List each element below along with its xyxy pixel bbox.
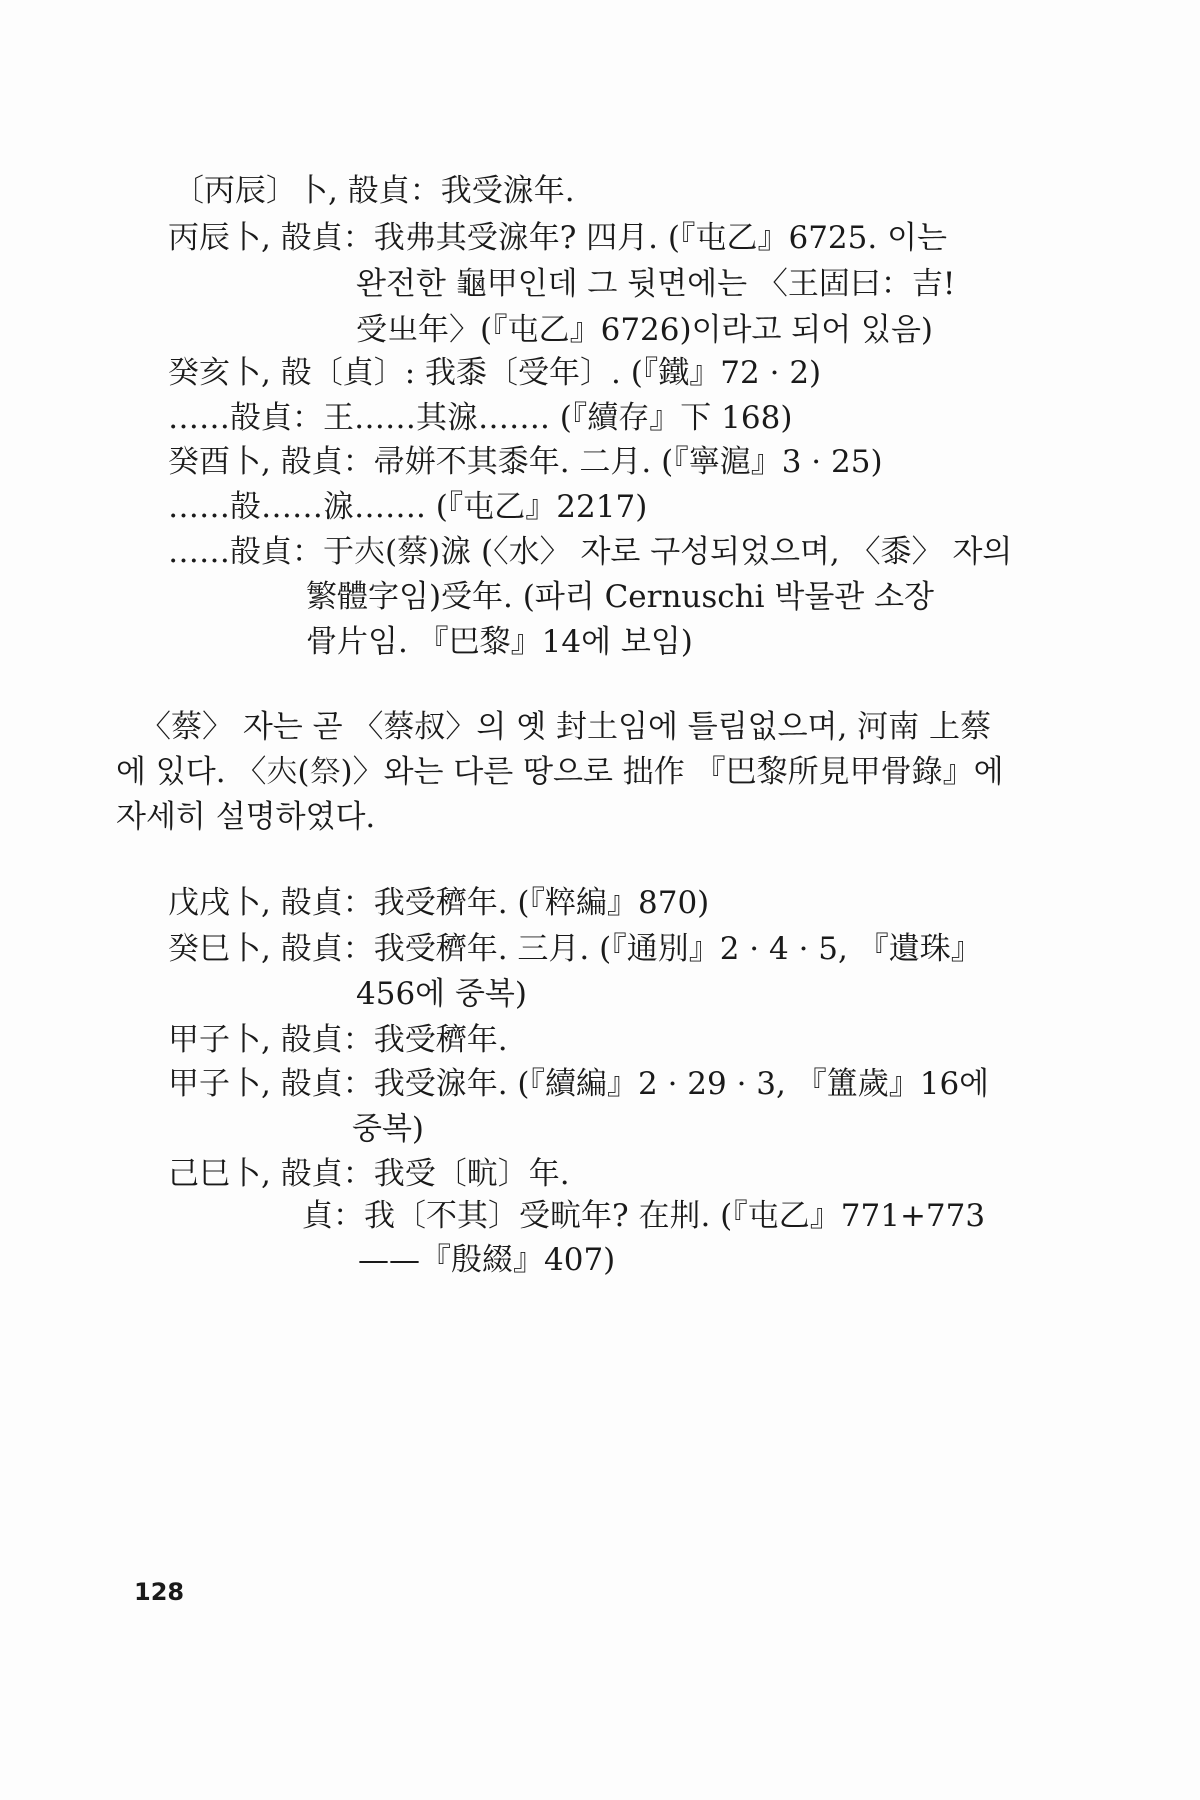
text-line: 癸酉卜, 㱿貞：帚姘不其黍年. 二月. (『寧滬』3 · 25) (168, 444, 883, 480)
text-line: 己巳卜, 㱿貞：我受〔㽘〕年. (168, 1156, 570, 1192)
paragraph-line: 에 있다. 〈𡗕(祭)〉와는 다른 땅으로 拙作 『巴黎所見甲骨錄』에 (116, 754, 1004, 790)
paragraph-line: 〈蔡〉 자는 곧 〈蔡叔〉의 옛 封土임에 틀림없으며, 河南 上蔡 (140, 709, 992, 745)
text-line: 완전한 龜甲인데 그 뒷면에는 〈王固曰：吉! (356, 266, 956, 302)
text-line: ……㱿貞：王……其㴃……. (『續存』下 168) (168, 400, 793, 436)
text-line: 甲子卜, 㱿貞：我受㴃年. (『續編』2 · 29 · 3, 『簠歲』16에 (168, 1066, 990, 1102)
text-line: 〔丙辰〕卜, 㱿貞：我受㴃年. (173, 173, 575, 209)
text-line: 丙辰卜, 㱿貞：我弗其受㴃年? 四月. (『屯乙』6725. 이는 (168, 220, 947, 256)
text-line: 骨片임. 『巴黎』14에 보임) (306, 624, 693, 660)
text-line: 癸亥卜, 㱿〔貞〕: 我黍〔受年〕. (『鐵』72 · 2) (168, 355, 822, 391)
text-line: 456에 중복) (356, 976, 527, 1012)
page-number: 128 (134, 1578, 185, 1606)
text-line: ……㱿貞：于𡗕(蔡)㴃 (〈水〉 자로 구성되었으며, 〈黍〉 자의 (168, 534, 1013, 570)
text-line: ——『殷綴』407) (358, 1242, 616, 1278)
text-line: 貞：我〔不其〕受㽘年? 在㓝. (『屯乙』771+773 (302, 1198, 986, 1234)
text-line: 甲子卜, 㱿貞：我受穧年. (168, 1022, 508, 1058)
text-line: ……㱿……㴃……. (『屯乙』2217) (168, 489, 648, 525)
paragraph-line: 자세히 설명하였다. (116, 799, 376, 835)
text-line: 癸巳卜, 㱿貞：我受穧年. 三月. (『通別』2 · 4 · 5, 『遺珠』 (168, 931, 982, 967)
text-line: 受㞢年〉(『屯乙』6726)이라고 되어 있음) (356, 312, 934, 348)
text-line: 繁體字임)受年. (파리 Cernuschi 박물관 소장 (306, 579, 934, 615)
text-line: 戊戌卜, 㱿貞：我受穧年. (『粹編』870) (168, 885, 710, 921)
text-line: 중복) (352, 1111, 424, 1147)
